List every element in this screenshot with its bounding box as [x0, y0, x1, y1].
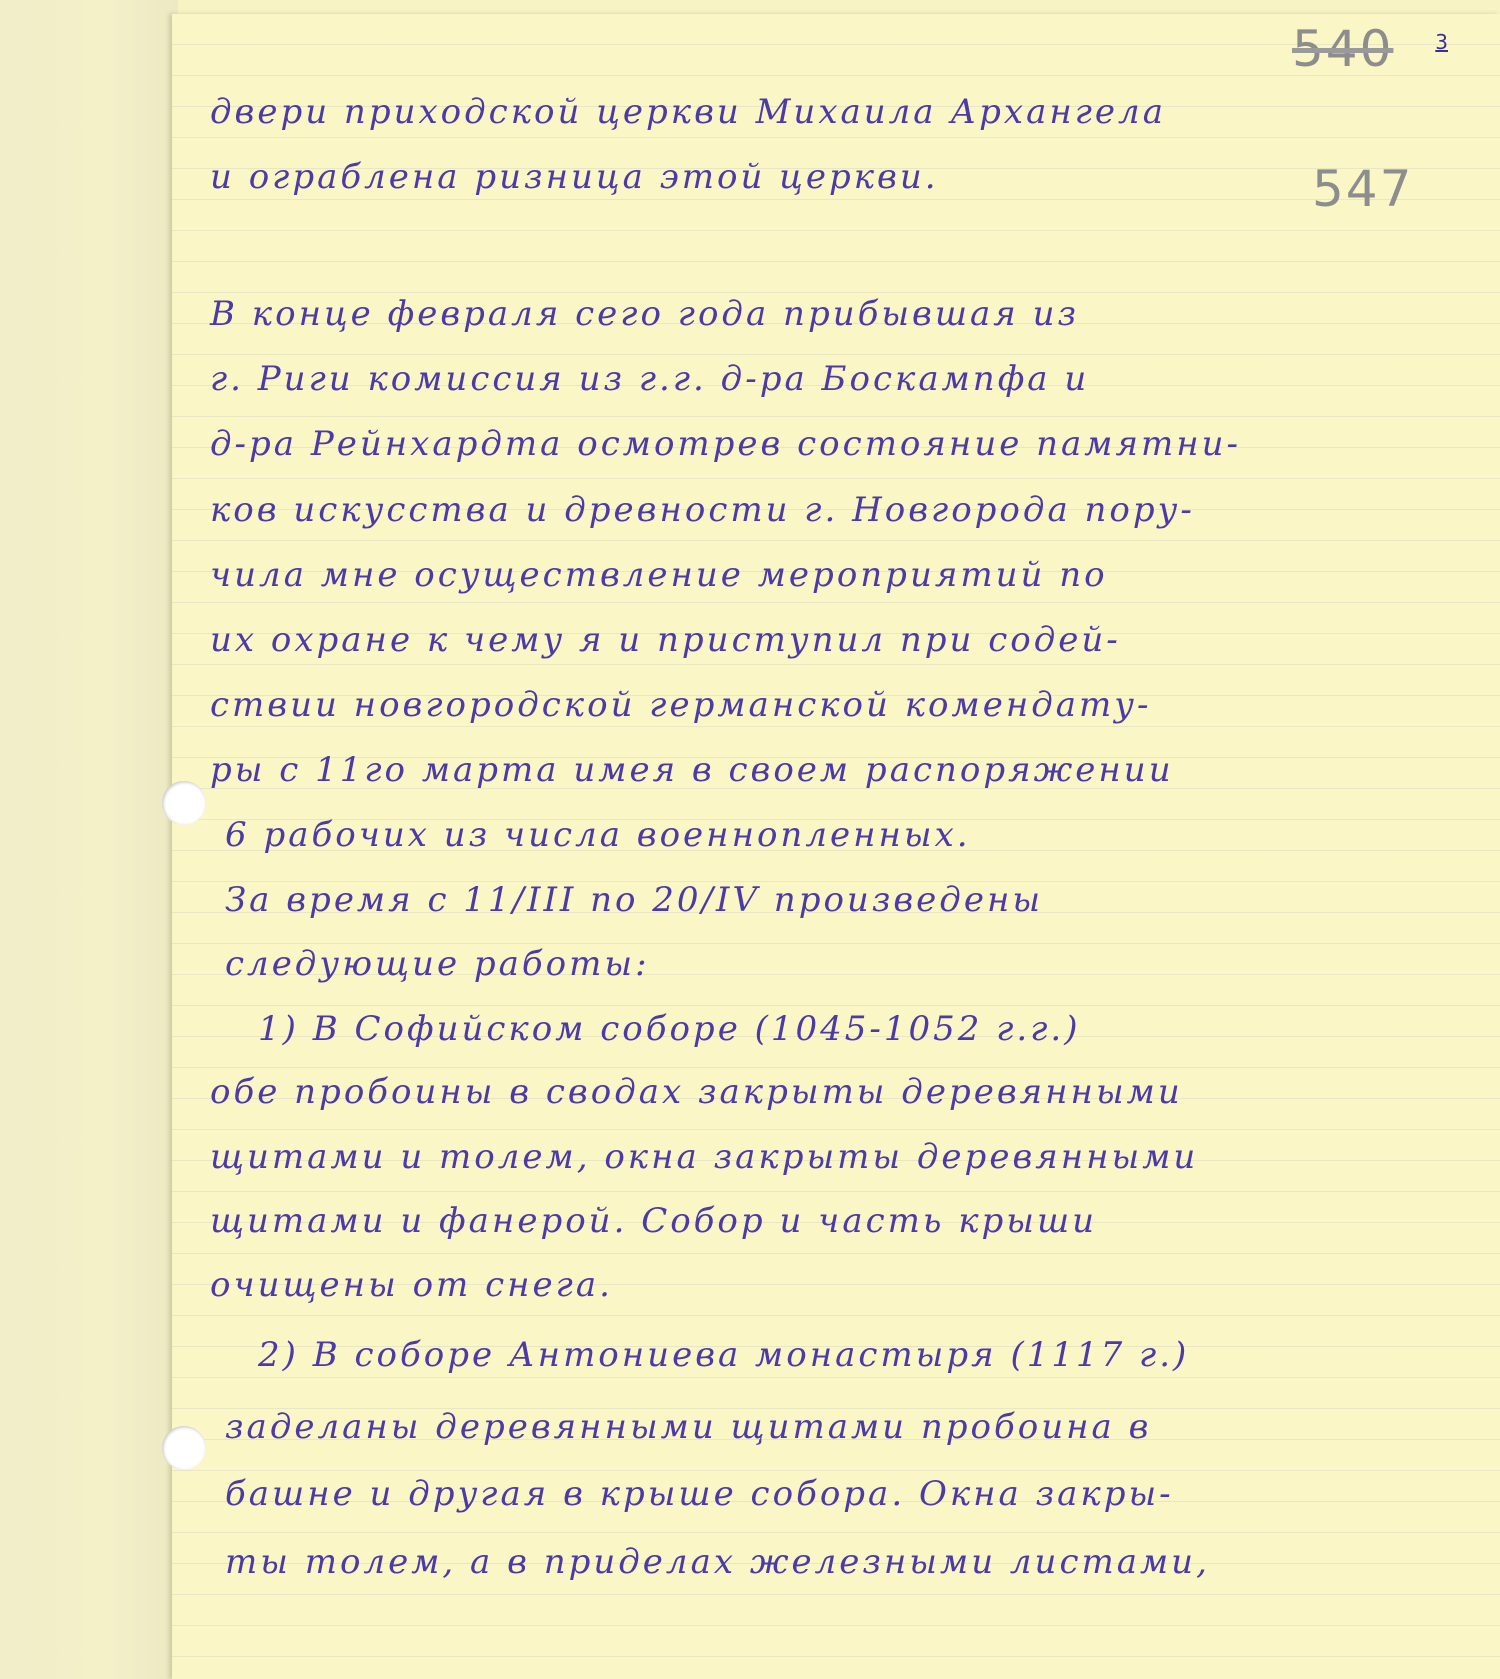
text-line: ты толем, а в приделах железными листами,	[225, 1542, 1210, 1582]
text-line: двери приходской церкви Михаила Архангела	[210, 92, 1166, 132]
text-line: В конце февраля сего года прибывшая из	[210, 294, 1080, 334]
text-line: и ограблена ризница этой церкви.	[210, 157, 939, 197]
text-line: щитами и толем, окна закрыты деревянными	[210, 1137, 1199, 1177]
text-line: башне и другая в крыше собора. Окна закры-	[225, 1474, 1174, 1514]
text-line: чила мне осуществление мероприятий по	[210, 555, 1108, 595]
text-line: их охране к чему я и приступил при содей-	[210, 620, 1121, 660]
text-line: ков искусства и древности г. Новгорода пору-	[210, 490, 1195, 530]
page-number: 3	[1435, 30, 1448, 54]
text-line: г. Риги комиссия из г.г. д-ра Боскампфа и	[210, 359, 1090, 399]
text-line: ры с 11го марта имея в своем распоряжении	[210, 750, 1174, 790]
archive-number-new: 547	[1312, 160, 1414, 218]
text-line: 2) В соборе Антониева монастыря (1117 г.)	[258, 1335, 1190, 1375]
text-line: д-ра Рейнхардта осмотрев состояние памятни-	[210, 424, 1242, 464]
text-line: За время с 11/III по 20/IV произведены	[225, 880, 1044, 920]
archive-number-old: 540	[1292, 20, 1394, 78]
text-line: заделаны деревянными щитами пробоина в	[225, 1407, 1152, 1447]
text-line: 6 рабочих из числа военнопленных.	[225, 815, 971, 855]
text-line: ствии новгородской германской комендату-	[210, 685, 1152, 725]
text-line: следующие работы:	[225, 944, 650, 984]
text-line: щитами и фанерой. Собор и часть крыши	[210, 1201, 1098, 1241]
text-line: очищены от снега.	[210, 1265, 613, 1305]
text-line: 1) В Софийском соборе (1045-1052 г.г.)	[258, 1009, 1081, 1049]
text-line: обе пробоины в сводах закрыты деревянными	[210, 1072, 1183, 1112]
